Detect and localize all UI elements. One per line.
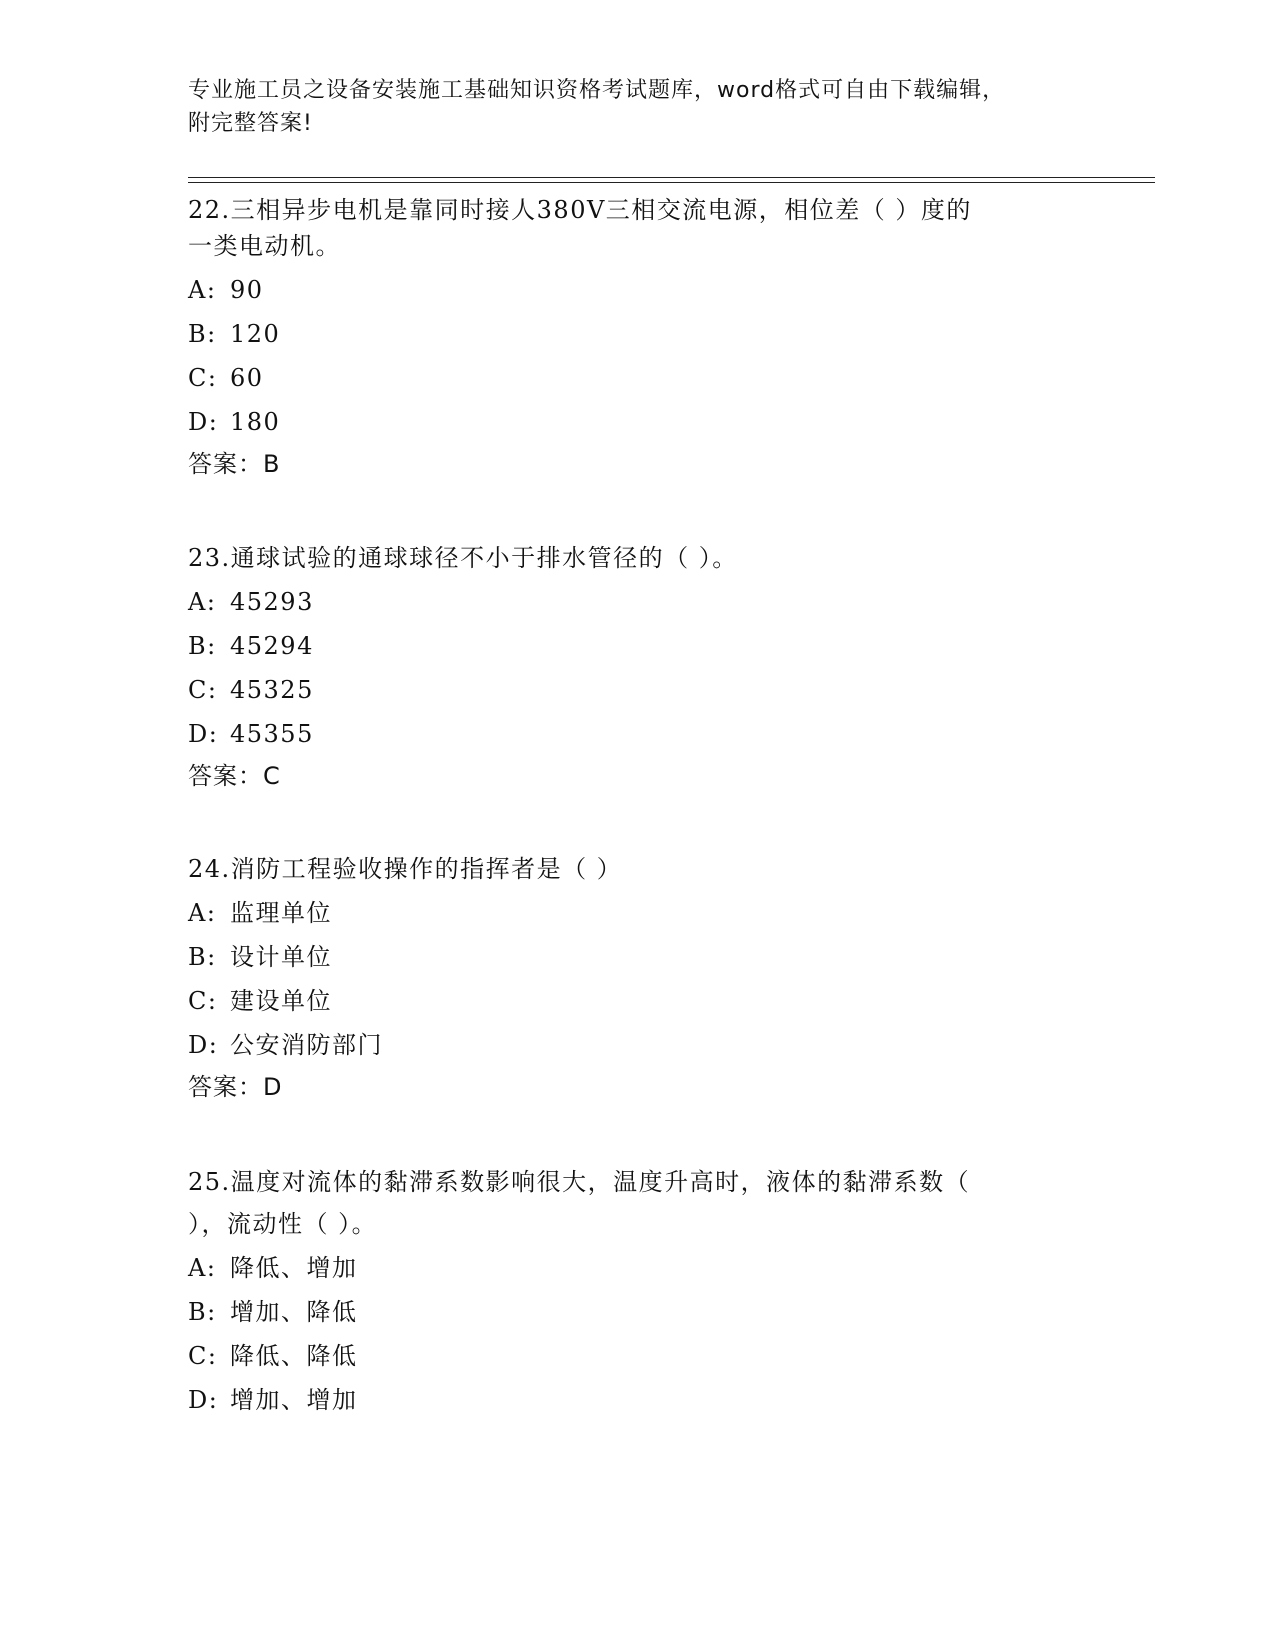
option-key: A: — [188, 588, 217, 616]
option-c — [188, 1339, 358, 1373]
header-line-1: 专业施工员之设备安装施工基础知识资格考试题库，word格式可自由下载编辑， — [188, 78, 1006, 103]
option-text: 增加、降低 — [230, 1298, 358, 1326]
option-key: D: — [188, 720, 219, 748]
option-key: A: — [188, 276, 217, 304]
option-b — [188, 629, 314, 663]
option-d — [188, 1028, 383, 1062]
question-stem-continued: 一类电动机。 — [188, 232, 341, 260]
option-d — [188, 717, 314, 751]
option-text: 45294 — [230, 632, 314, 660]
option-text: 120 — [230, 320, 281, 348]
option-key: A: — [188, 1254, 217, 1282]
question-stem: 22.三相异步电机是靠同时接人380V三相交流电源，相位差（ ）度的 — [188, 196, 972, 224]
option-a — [188, 585, 314, 619]
option-text: 增加、增加 — [230, 1386, 358, 1414]
option-text: 90 — [230, 276, 264, 304]
option-key: C: — [188, 676, 218, 704]
header-line-2: 附完整答案! — [188, 111, 313, 136]
header-divider-top — [188, 177, 1155, 178]
option-b — [188, 940, 332, 974]
option-b — [188, 317, 280, 351]
option-text: 45355 — [230, 720, 314, 748]
option-text: 公安消防部门 — [230, 1031, 383, 1059]
option-key: D: — [188, 1386, 219, 1414]
option-key: C: — [188, 1342, 218, 1370]
option-a — [188, 896, 332, 930]
option-text: 降低、降低 — [230, 1342, 358, 1370]
question-stem: 25.温度对流体的黏滞系数影响很大，温度升高时，液体的黏滞系数（ — [188, 1168, 971, 1196]
option-text: 设计单位 — [230, 943, 332, 971]
option-key: B: — [188, 943, 217, 971]
option-key: D: — [188, 408, 219, 436]
question-stem-continued: ），流动性（ ）。 — [188, 1210, 378, 1238]
question-stem: 24.消防工程验收操作的指挥者是（ ） — [188, 855, 623, 883]
question-stem: 23.通球试验的通球球径不小于排水管径的（ ）。 — [188, 544, 738, 572]
option-key: B: — [188, 320, 217, 348]
option-key: C: — [188, 987, 218, 1015]
option-key: B: — [188, 1298, 217, 1326]
header-divider-bottom — [188, 182, 1155, 183]
option-key: A: — [188, 899, 217, 927]
option-text: 180 — [230, 408, 281, 436]
option-c — [188, 361, 264, 395]
option-c — [188, 673, 314, 707]
option-key: B: — [188, 632, 217, 660]
document-header — [188, 74, 1088, 140]
option-d — [188, 1383, 358, 1417]
option-text: 45293 — [230, 588, 314, 616]
option-c — [188, 984, 332, 1018]
option-text: 监理单位 — [230, 899, 332, 927]
answer-line: 答案：D — [188, 1073, 283, 1101]
option-key: C: — [188, 364, 218, 392]
option-text: 降低、增加 — [230, 1254, 358, 1282]
option-text: 45325 — [230, 676, 314, 704]
option-key: D: — [188, 1031, 219, 1059]
option-a — [188, 273, 264, 307]
answer-line: 答案：B — [188, 450, 281, 478]
option-d — [188, 405, 280, 439]
answer-line: 答案：C — [188, 762, 281, 790]
option-b — [188, 1295, 358, 1329]
option-text: 60 — [230, 364, 264, 392]
option-text: 建设单位 — [230, 987, 332, 1015]
option-a — [188, 1251, 358, 1285]
